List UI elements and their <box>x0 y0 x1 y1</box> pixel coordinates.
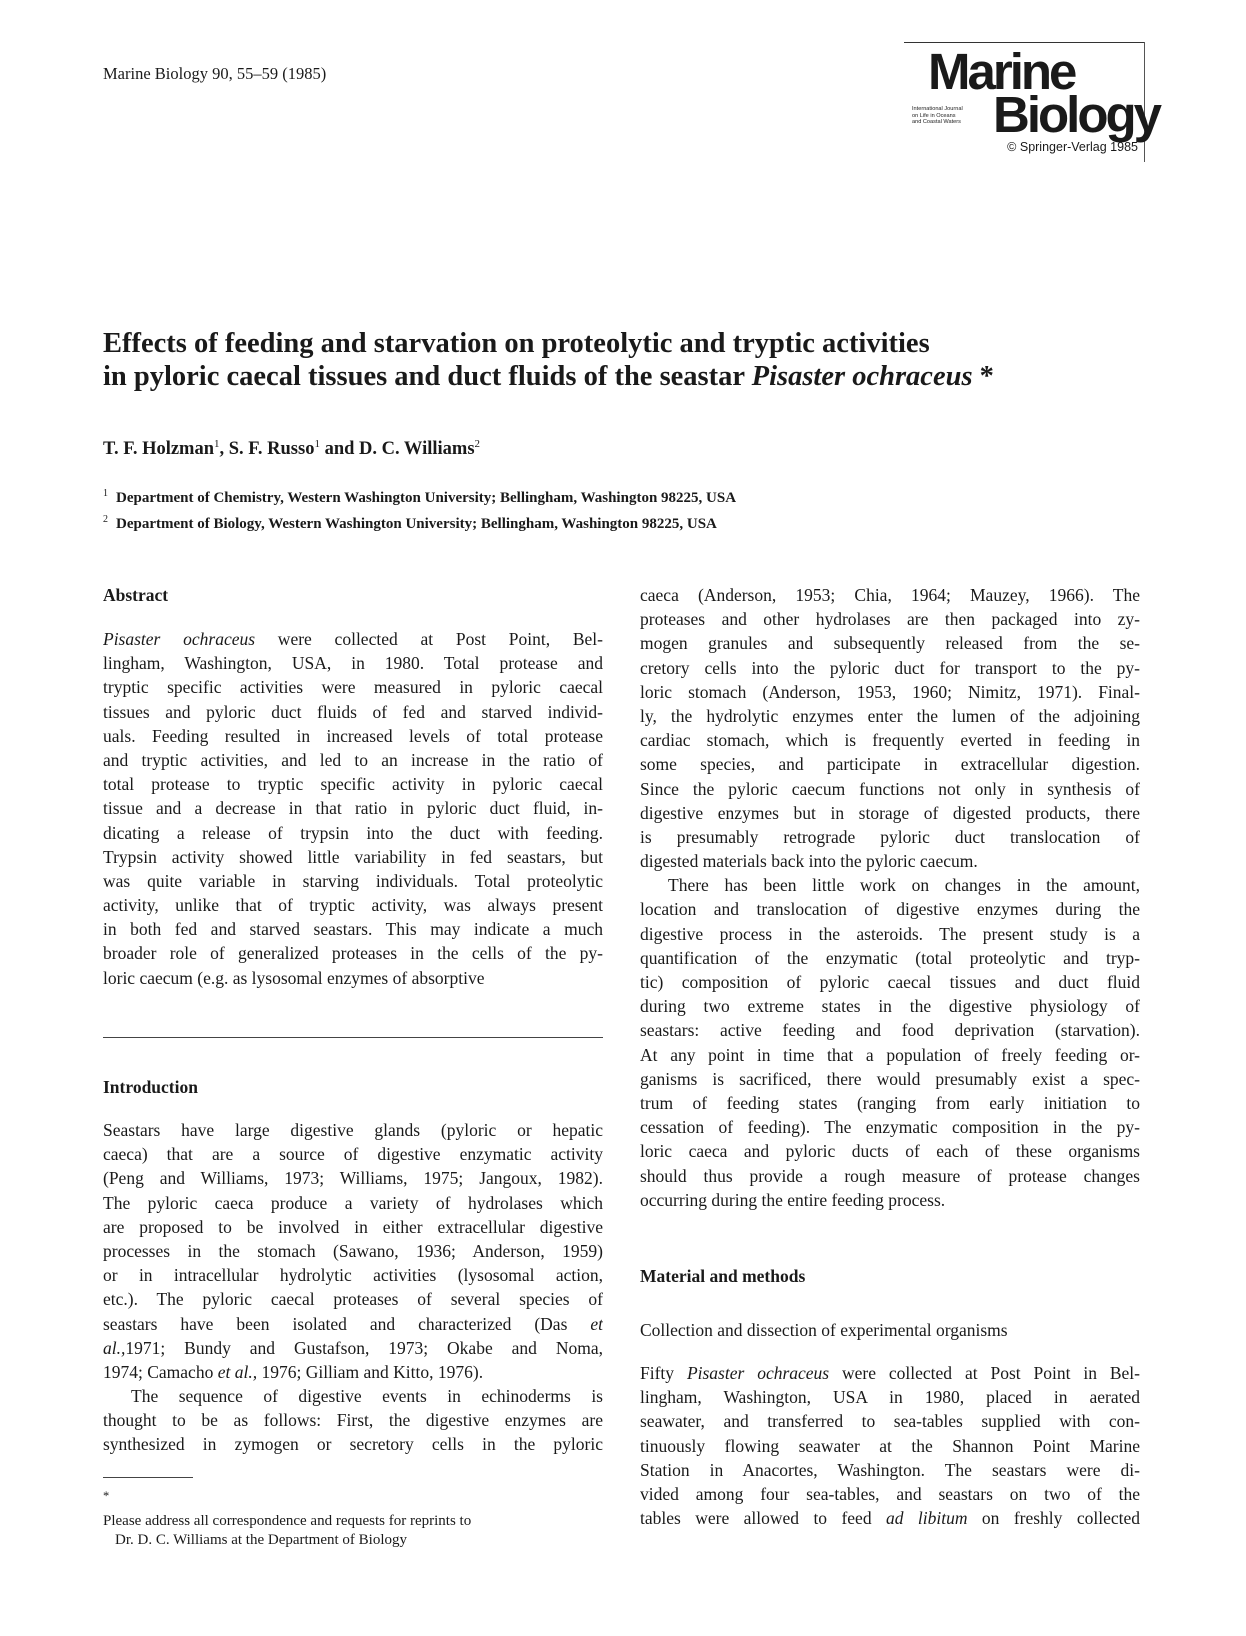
text-fragment: seastars have been isolated and characterized (Das <box>103 1313 591 1334</box>
text-line: uals. Feeding resulted in increased levels of total protease <box>103 725 603 746</box>
text-line <box>103 1336 603 1360</box>
title-species: Pisaster ochraceus <box>751 361 973 392</box>
text-line: activity, unlike that of tryptic activity, was always present <box>103 895 603 916</box>
latin-abbrev: et <box>590 1313 603 1334</box>
affiliation-mark: 1 <box>103 488 108 499</box>
text-line: lingham, Washington, USA in 1980, placed in aerated <box>640 1387 1140 1408</box>
title-line-2 <box>103 360 1143 393</box>
text-line: There has been little work on changes in the amount, <box>668 875 1140 896</box>
text-line: Trypsin activity showed little variability in fed seastars, but <box>103 846 603 867</box>
title-line-1: Effects of feeding and starvation on proteolytic and tryptic activities <box>103 328 930 359</box>
text-line: Station in Anacortes, Washington. The seastars were di- <box>640 1459 1140 1480</box>
text-line: broader role of generalized proteases in the cells of the py- <box>103 943 603 964</box>
text-line: thought to be as follows: First, the digestive enzymes are <box>103 1410 603 1431</box>
affiliation-text: Department of Biology, Western Washington University; Bellingham, Washington 98225, USA <box>116 516 717 532</box>
text-line: lingham, Washington, USA, in 1980. Total protease and <box>103 653 603 674</box>
text-line: should thus provide a rough measure of protease changes <box>640 1165 1140 1186</box>
text-line: digested materials back into the pyloric caecum. <box>640 851 978 872</box>
text-line: caeca (Anderson, 1953; Chia, 1964; Mauzey, 1966). The <box>640 585 1140 605</box>
text-line <box>103 627 603 651</box>
text-line: At any point in time that a population of freely feeding or- <box>640 1044 1140 1065</box>
section-heading-abstract: Abstract <box>103 585 169 605</box>
text-fragment: were collected at Post Point in Bel- <box>829 1363 1140 1383</box>
text-line: location and translocation of digestive enzymes during the <box>640 899 1140 920</box>
affiliation <box>103 488 736 507</box>
author-list <box>103 438 480 460</box>
text-line <box>640 1361 1140 1385</box>
text-line: etc.). The pyloric caecal proteases of several species of <box>103 1289 603 1310</box>
text-line: cardiac stomach, which is frequently everted in feeding in <box>640 730 1140 751</box>
text-line: and tryptic activities, and led to an increase in the ratio of <box>103 749 603 770</box>
text-line: total protease to tryptic specific activity in pyloric caecal <box>103 774 603 795</box>
text-line: cretory cells into the pyloric duct for transport to the py- <box>640 657 1140 678</box>
author-affil-mark: 1 <box>314 438 320 450</box>
abstract-divider <box>103 1037 603 1038</box>
text-line: or in intracellular hydrolytic activities (lysosomal action, <box>103 1265 603 1286</box>
text-fragment: 1971; Bundy and Gustafson, 1973; Okabe and Noma, <box>125 1337 603 1358</box>
journal-citation: Marine Biology 90, 55–59 (1985) <box>103 64 327 83</box>
text-line: occurring during the entire feeding process. <box>640 1189 946 1210</box>
footnote-mark: * <box>103 1489 110 1503</box>
text-line: dicating a release of trypsin into the duct with feeding. <box>103 822 603 843</box>
text-line: vided among four sea-tables, and seastars on two of the <box>640 1483 1140 1504</box>
introduction-text <box>103 1118 603 1457</box>
text-line: quantification of the enzymatic (total proteolytic and tryp- <box>640 947 1140 968</box>
correspondence-footnote <box>103 1487 603 1550</box>
footnote-line: Dr. D. C. Williams at the Department of Biology <box>115 1532 407 1548</box>
text-line: seastars: active feeding and food deprivation (starvation). <box>640 1020 1140 1041</box>
abstract-text <box>103 627 603 990</box>
text-line: loric caecum (e.g. as lysosomal enzymes of absorptive <box>103 967 485 988</box>
text-fragment: 1974; Camacho <box>103 1361 218 1382</box>
text-line: Seastars have large digestive glands (pyloric or hepatic <box>103 1120 603 1140</box>
affiliation-mark: 2 <box>103 514 108 525</box>
text-line: loric caeca and pyloric ducts of each of these organisms <box>640 1141 1140 1162</box>
text-line: some species, and participate in extracellular digestion. <box>640 754 1140 775</box>
text-line: was quite variable in starving individuals. Total proteolytic <box>103 870 603 891</box>
author-name: T. F. Holzman <box>103 439 215 460</box>
author-affil-mark: 2 <box>474 438 481 450</box>
text-line: tinuously flowing seawater at the Shannon Point Marine <box>640 1435 1140 1456</box>
species-name: Pisaster ochraceus <box>686 1363 830 1383</box>
text-line: is presumably retrograde pyloric duct translocation of <box>640 826 1140 847</box>
text-line: ganisms is sacrificed, there would presumably exist a spec- <box>640 1068 1140 1089</box>
journal-logo-biology: Biology <box>993 86 1159 143</box>
affiliation <box>103 514 717 533</box>
footnote-text: Please address all correspondence and requests for reprints to <box>103 1513 472 1529</box>
section-heading-introduction: Introduction <box>103 1077 198 1097</box>
footnote-line <box>103 1487 603 1531</box>
latin-abbrev: al., <box>103 1337 126 1358</box>
text-fragment: were collected at Post Point, Bel- <box>255 629 603 649</box>
text-line: tryptic specific activities were measured in pyloric caecal <box>103 677 603 698</box>
copyright-notice: © Springer-Verlag 1985 <box>1007 140 1138 154</box>
text-line: trum of feeding states (ranging from early initiation to <box>640 1092 1140 1113</box>
methods-text <box>640 1361 1140 1530</box>
text-line: (Peng and Williams, 1973; Williams, 1975; Jangoux, 1982). <box>103 1168 603 1189</box>
text-line: processes in the stomach (Sawano, 1936; Anderson, 1959) <box>103 1240 603 1261</box>
tagline-line: on Life in Oceans <box>912 112 956 119</box>
tagline-line: International Journal <box>912 106 963 112</box>
text-line <box>103 1360 603 1384</box>
text-line <box>103 1312 603 1336</box>
text-line: digestive process in the asteroids. The present study is a <box>640 923 1140 944</box>
journal-logo-marine: Marine <box>928 43 1075 100</box>
text-line: ly, the hydrolytic enzymes enter the lumen of the adjoining <box>640 705 1140 726</box>
author-name: , S. F. Russo <box>219 439 315 460</box>
author-name: and D. C. Williams <box>319 439 475 460</box>
text-line: The sequence of digestive events in echinoderms is <box>131 1386 603 1407</box>
text-line: mogen granules and subsequently released from the se- <box>640 633 1140 654</box>
text-line: caeca) that are a source of digestive enzymatic activity <box>103 1144 603 1165</box>
author-affil-mark: 1 <box>214 438 220 450</box>
text-line: proteases and other hydrolases are then packaged into zy- <box>640 609 1140 630</box>
latin-phrase: ad libitum <box>886 1508 968 1529</box>
footnote-divider <box>103 1477 193 1478</box>
affiliation-text: Department of Chemistry, Western Washington University; Bellingham, Washington 98225, USA <box>116 490 737 506</box>
species-name: Pisaster ochraceus <box>103 629 256 649</box>
section-heading-methods: Material and methods <box>640 1266 806 1286</box>
subsection-heading-collection: Collection and dissection of experimental organisms <box>640 1320 1008 1340</box>
text-fragment: Fifty <box>640 1363 687 1383</box>
text-line: tic) composition of pyloric caecal tissues and duct fluid <box>640 972 1140 992</box>
text-line: The pyloric caeca produce a variety of hydrolases which <box>103 1192 603 1213</box>
text-line: tissue and a decrease in that ratio in pyloric duct fluid, in- <box>103 798 603 819</box>
text-line: Since the pyloric caecum functions not only in synthesis of <box>640 778 1140 799</box>
title-footnote-mark: * <box>972 361 994 392</box>
text-fragment: 1976; Gilliam and Kitto, 1976). <box>257 1361 484 1382</box>
introduction-continued-text <box>640 583 1140 1212</box>
text-line: seawater, and transferred to sea-tables supplied with con- <box>640 1411 1140 1432</box>
text-line: in both fed and starved seastars. This may indicate a much <box>103 919 603 940</box>
text-fragment: tables were allowed to feed <box>640 1508 886 1529</box>
latin-abbrev: et al., <box>217 1361 258 1382</box>
text-line: cessation of feeding). The enzymatic composition in the py- <box>640 1117 1140 1138</box>
tagline-line: and Coastal Waters <box>912 119 961 126</box>
text-line: loric stomach (Anderson, 1953, 1960; Nimitz, 1971). Final- <box>640 681 1140 702</box>
text-fragment: on freshly collected <box>967 1508 1140 1529</box>
title-line-2-text: in pyloric caecal tissues and duct fluids of the seastar <box>103 361 752 392</box>
text-line <box>640 1506 1140 1530</box>
text-line: during two extreme states in the digestive physiology of <box>640 996 1140 1017</box>
text-line: synthesized in zymogen or secretory cells in the pyloric <box>103 1434 603 1455</box>
paper-title <box>103 327 1143 393</box>
text-line: digestive enzymes but in storage of digested products, there <box>640 802 1140 823</box>
text-line: are proposed to be involved in either extracellular digestive <box>103 1216 603 1237</box>
journal-logo-tagline <box>912 106 980 126</box>
text-line: tissues and pyloric duct fluids of fed and starved individ- <box>103 701 603 722</box>
